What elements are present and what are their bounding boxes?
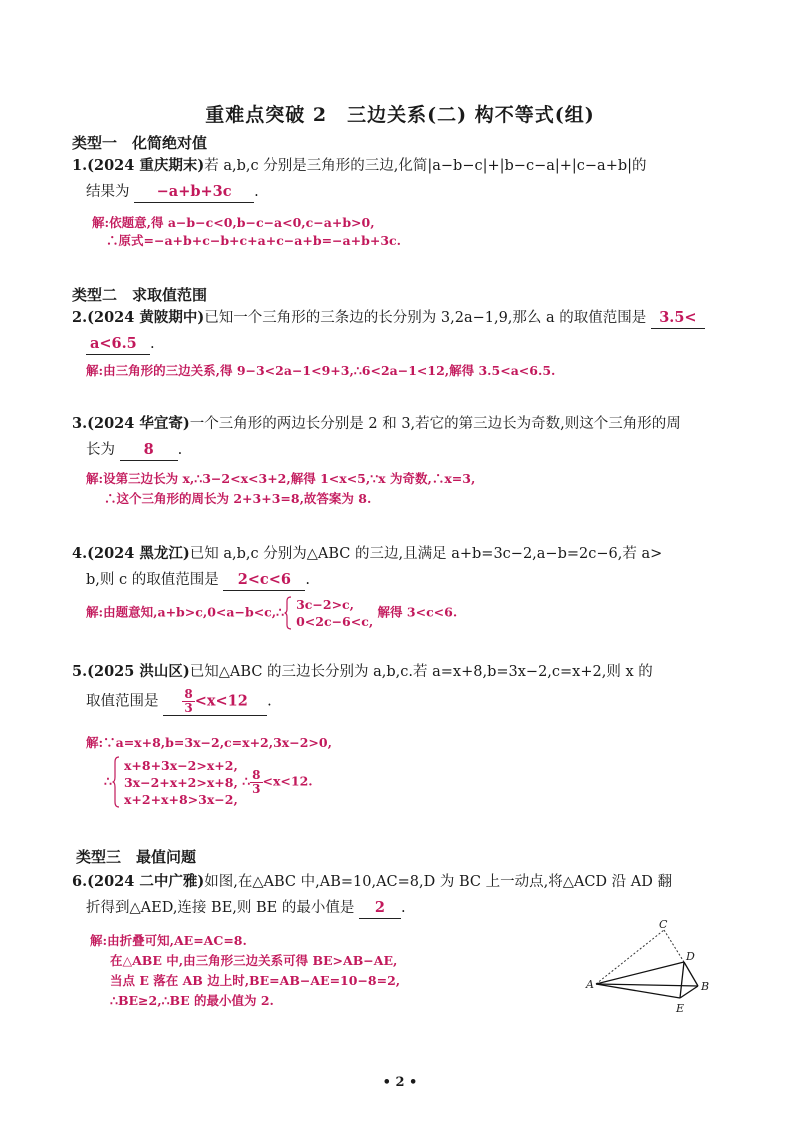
system-line-2: 3x−2+x+2>x+8, [123, 774, 238, 790]
punctuation: . [305, 572, 310, 588]
answer-fraction [182, 688, 194, 715]
label-d: D [686, 950, 695, 963]
label-e: E [676, 1002, 685, 1015]
answer-blank: 8 [120, 440, 178, 461]
system-line-1: 3c−2>c, [296, 597, 355, 612]
question-text: b,则 c 的取值范围是 [86, 572, 219, 588]
question-3-line-2 [86, 440, 182, 461]
section-heading-2: 类型二 求取值范围 [72, 286, 208, 304]
answer-blank: 2 [359, 898, 401, 919]
question-text: 折得到△AED,连接 BE,则 BE 的最小值是 [86, 900, 355, 916]
question-4-line-1 [72, 544, 662, 564]
question-1-line-2 [86, 182, 259, 203]
solution-6-line-4: ∴BE≥2,∴BE 的最小值为 2. [110, 993, 274, 1008]
solution-fraction [250, 769, 262, 796]
question-1-line-1 [72, 156, 647, 176]
fraction-numerator: 8 [184, 687, 193, 701]
system-line-1: x+8+3x−2>x+2, [123, 757, 238, 773]
fraction-denominator: 3 [252, 781, 261, 796]
question-4-line-2 [86, 570, 310, 591]
question-5-line-2 [86, 688, 272, 716]
question-number: 5. [72, 663, 88, 680]
segment-eb [680, 986, 698, 998]
question-number: 2. [72, 309, 88, 326]
label-b: B [701, 980, 710, 993]
fraction-numerator: 8 [252, 767, 261, 782]
answer-blank-part-2: a<6.5 [86, 334, 150, 355]
question-text: 取值范围是 [86, 693, 159, 710]
solution-text: 解得 3<c<6. [377, 604, 458, 620]
answer-rest: <x<12 [194, 692, 248, 710]
triangle-figure [580, 918, 720, 1018]
page-title: 重难点突破 2 三边关系(二) 构不等式(组) [205, 104, 595, 126]
solution-text: ∴ [104, 773, 112, 789]
punctuation: . [177, 442, 183, 458]
solution-text: <x<12. [262, 773, 313, 789]
punctuation: . [267, 693, 272, 710]
answer-blank-part-1: 3.5< [651, 308, 705, 329]
solution-5-line-1: 解:∵a=x+8,b=3x−2,c=x+2,3x−2>0, [86, 735, 332, 750]
question-source: (2024 黑龙江) [87, 545, 190, 562]
question-2-line-1 [72, 308, 705, 329]
punctuation: . [254, 184, 259, 200]
answer-blank: −a+b+3c [134, 182, 254, 203]
solution-4 [86, 596, 457, 630]
solution-1-line-2: ∴原式=−a+b+c−b+c+a+c−a+b=−a+b+3c. [106, 233, 401, 248]
question-text: 如图,在△ABC 中,AB=10,AC=8,D 为 BC 上一动点,将△ACD 沿 AD 翻 [204, 874, 672, 890]
question-source: (2025 洪山区) [87, 663, 190, 680]
page-number: • 2 • [382, 1075, 418, 1090]
question-source: (2024 华宜寄) [87, 415, 190, 432]
question-number: 6. [72, 873, 88, 890]
segment-ab [596, 984, 698, 986]
answer-blank [163, 688, 267, 716]
segment-ae [596, 984, 680, 998]
question-text: 已知△ABC 的三边长分别为 a,b,c.若 a=x+8,b=3x−2,c=x+2,则 x 的 [189, 664, 653, 680]
solution-2-line-1: 解:由三角形的三边关系,得 9−3<2a−1<9+3,∴6<2a−1<12,解得 3.5<a<6.5. [86, 363, 556, 378]
question-2-line-2 [86, 334, 155, 355]
solution-6-line-1: 解:由折叠可知,AE=AC=8. [90, 933, 247, 948]
question-text: 已知一个三角形的三条边的长分别为 3,2a−1,9,那么 a 的取值范围是 [204, 310, 647, 326]
question-source: (2024 二中广雅) [87, 873, 205, 890]
segment-db [684, 962, 698, 986]
question-text: 已知 a,b,c 分别为△ABC 的三边,且满足 a+b=3c−2,a−b=2c−6,若 a> [189, 546, 663, 562]
question-text: 结果为 [86, 184, 130, 200]
section-heading-3: 类型三 最值问题 [76, 848, 197, 866]
system-line-2: 0<2c−6<c, [296, 614, 374, 629]
left-brace-icon [284, 596, 292, 630]
question-number: 1. [72, 157, 88, 174]
question-6-line-2 [86, 898, 406, 919]
question-6-line-1 [72, 872, 672, 892]
solution-3-line-1: 解:设第三边长为 x,∴3−2<x<3+2,解得 1<x<5,∵x 为奇数,∴x=3, [86, 471, 476, 486]
solution-6-line-2: 在△ABE 中,由三角形三边关系可得 BE>AB−AE, [110, 953, 398, 968]
punctuation: . [400, 900, 406, 916]
section-heading-1: 类型一 化简绝对值 [72, 134, 208, 152]
question-number: 3. [72, 415, 88, 432]
segment-cd [664, 930, 684, 962]
solution-text: ∴ [242, 773, 251, 789]
question-source: (2024 重庆期末) [87, 157, 205, 174]
inequality-system [112, 756, 238, 808]
inequality-system [284, 596, 373, 630]
punctuation: . [150, 336, 155, 352]
question-5-line-1 [72, 662, 653, 682]
solution-1-line-1: 解:依题意,得 a−b−c<0,b−c−a<0,c−a+b>0, [92, 215, 375, 230]
left-brace-icon [112, 756, 120, 808]
label-a: A [586, 978, 594, 991]
answer-blank: 2<c<6 [223, 570, 305, 591]
question-number: 4. [72, 545, 88, 562]
segment-de [680, 962, 684, 998]
solution-text: 解:由题意知,a+b>c,0<a−b<c,∴ [86, 604, 285, 620]
question-3-line-1 [72, 414, 681, 434]
question-source: (2024 黄陂期中) [87, 309, 205, 326]
label-c: C [659, 918, 668, 931]
fraction-denominator: 3 [184, 701, 193, 715]
question-text: 若 a,b,c 分别是三角形的三边,化简|a−b−c|+|b−c−a|+|c−a+b|的 [204, 158, 647, 174]
question-text: 长为 [86, 442, 115, 458]
solution-5-system [104, 756, 313, 808]
system-line-3: x+2+x+8>3x−2, [123, 791, 238, 807]
solution-3-line-2: ∴这个三角形的周长为 2+3+3=8,故答案为 8. [104, 491, 372, 506]
question-text: 一个三角形的两边长分别是 2 和 3,若它的第三边长为奇数,则这个三角形的周 [189, 416, 681, 432]
solution-6-line-3: 当点 E 落在 AB 边上时,BE=AB−AE=10−8=2, [110, 973, 401, 988]
